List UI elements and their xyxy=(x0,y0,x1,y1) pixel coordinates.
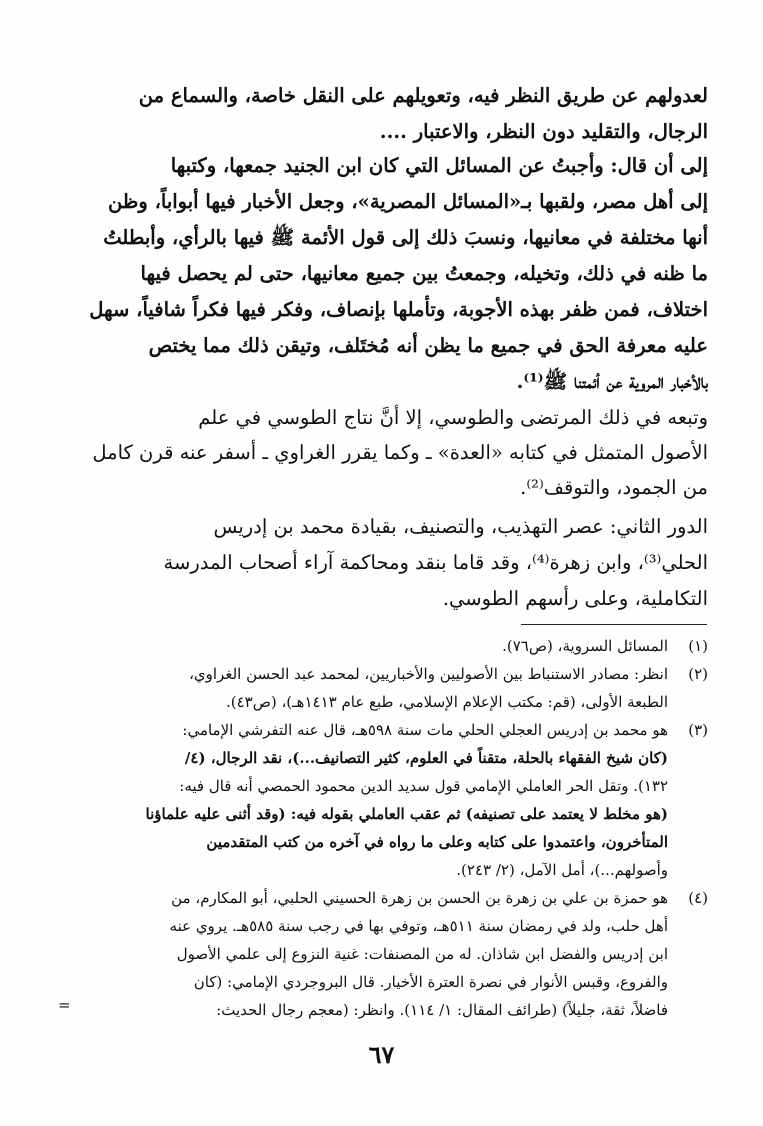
continuation-mark: = xyxy=(58,996,71,1014)
footnote-line: (كان شيخ الفقهاء بالحلة، متقناً في العلوم، كثير التصانيف...)، نقد الرجال، (٤/ xyxy=(184,749,668,767)
text-line: وتبعه في ذلك المرتضى والطوسي، إلا أنَّ نتاج الطوسي في علم xyxy=(198,406,708,429)
footnote-line: أهل حلب، ولد في رمضان سنة ٥١١هـ، وتوفي بها في رجب سنة ٥٨٥هـ. يروي عنه xyxy=(169,917,668,935)
footnote-line: هو حمزة بن علي بن زهرة بن الحسن بن زهرة الحسيني الحلبي، أبو المكارم، من xyxy=(171,889,668,907)
footnote-number: (٣) xyxy=(688,721,708,739)
text-line: الرجال، والتقليد دون النظر، والاعتبار .... xyxy=(379,120,708,143)
quote-paragraph-2 xyxy=(80,148,708,400)
text-line: من الجمود، والتوقف⁽²⁾. xyxy=(520,476,708,499)
text-line: اختلاف، فمن ظفر بهذه الأجوبة، وتأملها بإنصاف، وفكر فيها فكراً شافياً، سهل xyxy=(89,298,708,321)
footnote-1 xyxy=(56,632,708,660)
footnote-line: وأصولهم...)، أمل الآمل، (٢/ ٢٤٣). xyxy=(456,861,668,879)
text-line: إلى أهل مصر، ولقبها بـ«المسائل المصرية»، وجعل الأخبار فيها أبواباً، وظن xyxy=(108,190,708,213)
footnote-number: (١) xyxy=(688,637,708,655)
text-line: بالأخبار المروية عن أئمتنا ﷺ⁽¹⁾. xyxy=(516,370,708,393)
footnote-line: ١٣٢). وتقل الحر العاملي الإمامي قول سديد الدين محمود الحمصي أنه قال فيه: xyxy=(179,777,668,795)
text-line: إلى أن قال: وأجبتُ عن المسائل التي كان ابن الجنيد جمعها، وكتبها xyxy=(170,154,708,177)
footnote-4 xyxy=(56,884,708,1024)
footnote-line: الطبعة الأولى، (قم: مكتب الإعلام الإسلامي، طبع عام ١٤١٣هـ)، (ص٤٣). xyxy=(225,693,668,711)
text-line: التكاملية، وعلى رأسهم الطوسي. xyxy=(442,587,708,610)
text-line: الحلي⁽³⁾، وابن زهرة⁽⁴⁾، وقد قاما بنقد ومحاكمة آراء أصحاب المدرسة xyxy=(163,551,708,574)
footnote-number: (٢) xyxy=(688,665,708,683)
footnote-line: ابن إدريس والفضل ابن شاذان. له من المصنفات: غنية النزوع إلى علمي الأصول xyxy=(176,945,668,963)
text-line: الأصول المتمثل في كتابه «العدة» ـ وكما يقرر الغراوي ـ أسفر عنه قرن كامل xyxy=(92,441,708,464)
text-line: لعدولهم عن طريق النظر فيه، وتعويلهم على النقل خاصة، والسماع من xyxy=(138,84,708,107)
page-number: ٦٧ xyxy=(368,1040,395,1069)
text-line: أنها مختلفة في معانيها، ونسبَ ذلك إلى قول الأئمة ﷺ فيها بالرأي، وأبطلتُ xyxy=(103,226,708,249)
text-line: ما ظنه في ذلك، وتخيله، وجمعتُ بين جميع معانيها، حتى لم يحصل فيها xyxy=(140,262,708,285)
footnote-3 xyxy=(56,716,708,884)
footnote-line: انظر: مصادر الاستنباط بين الأصوليين والأخباريين، لمحمد عبد الحسن الغراوي، xyxy=(189,665,668,683)
footnote-line: هو محمد بن إدريس العجلي الحلي مات سنة ٥٩٨هـ، قال عنه التفرشي الإمامي: xyxy=(182,721,668,739)
footnote-separator xyxy=(521,624,707,625)
footnote-number: (٤) xyxy=(688,889,708,907)
footnote-line: (هو مخلط لا يعتمد على تصنيفه) ثم عقب العاملي بقوله فيه: (وقد أثنى عليه علماؤنا xyxy=(145,805,668,823)
footnote-line: والفروع، وقبس الأنوار في نصرة العترة الأخيار. قال البروجردي الإمامي: (كان xyxy=(193,973,668,991)
footnote-2 xyxy=(56,660,708,716)
quote-paragraph-1 xyxy=(80,78,708,150)
text-line: الدور الثاني: عصر التهذيب، والتصنيف، بقيادة محمد بن إدريس xyxy=(213,515,708,538)
body-paragraph-1 xyxy=(80,400,708,505)
footnote-line: المتأخرون، واعتمدوا على كتابه وعلى ما رواه في آخره من كتب المتقدمين xyxy=(206,833,668,851)
footnote-line: المسائل السروية، (ص٧٦). xyxy=(502,637,668,655)
footnote-line: فاضلاً، ثقة، جليلاً) (طرائف المقال: ١/ ١١٤). وانظر: (معجم رجال الحديث: xyxy=(216,1001,668,1019)
text-line: عليه معرفة الحق في جميع ما يظن أنه مُختَلف، وتيقن ذلك مما يختص xyxy=(148,334,708,357)
body-paragraph-2 xyxy=(80,509,708,617)
